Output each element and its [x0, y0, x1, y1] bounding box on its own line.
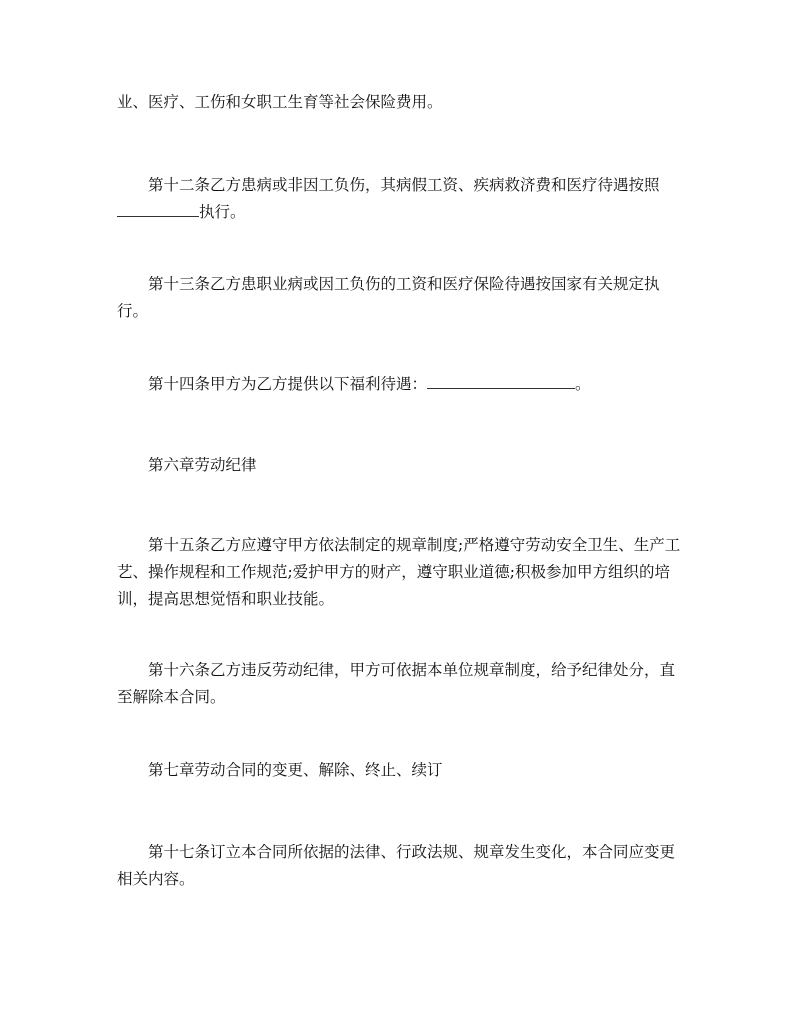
article-14	[117, 371, 687, 398]
article-17: 第十七条订立本合同所依据的法律、行政法规、规章发生变化，本合同应变更相关内容。	[117, 843, 676, 888]
article-14-ending: 。	[575, 375, 591, 393]
article-12-blank	[117, 199, 199, 217]
article-12-text: 第十二条乙方患病或非因工负伤，其病假工资、疾病救济费和医疗待遇按照	[148, 176, 660, 194]
article-15: 第十五条乙方应遵守甲方依法制定的规章制度;严格遵守劳动安全卫生、生产工艺、操作规程和工作规范;爱护甲方的财产，遵守职业道德;积极参加甲方组织的培训，提高思想觉悟和职业技能。	[117, 536, 681, 608]
chapter-6-heading: 第六章劳动纪律	[148, 456, 257, 474]
article-12-ending: 执行。	[199, 203, 246, 221]
article-12	[117, 172, 687, 226]
paragraph-continuation: 业、医疗、工伤和女职工生育等社会保险费用。	[117, 93, 443, 111]
article-13: 第十三条乙方患职业病或因工负伤的工资和医疗保险待遇按国家有关规定执行。	[117, 275, 660, 320]
article-16: 第十六条乙方违反劳动纪律，甲方可依据本单位规章制度，给予纪律处分，直至解除本合同。	[117, 661, 676, 706]
article-14-blank	[427, 371, 575, 389]
chapter-7-heading: 第七章劳动合同的变更、解除、终止、续订	[148, 761, 443, 779]
article-14-text: 第十四条甲方为乙方提供以下福利待遇：	[148, 375, 428, 393]
